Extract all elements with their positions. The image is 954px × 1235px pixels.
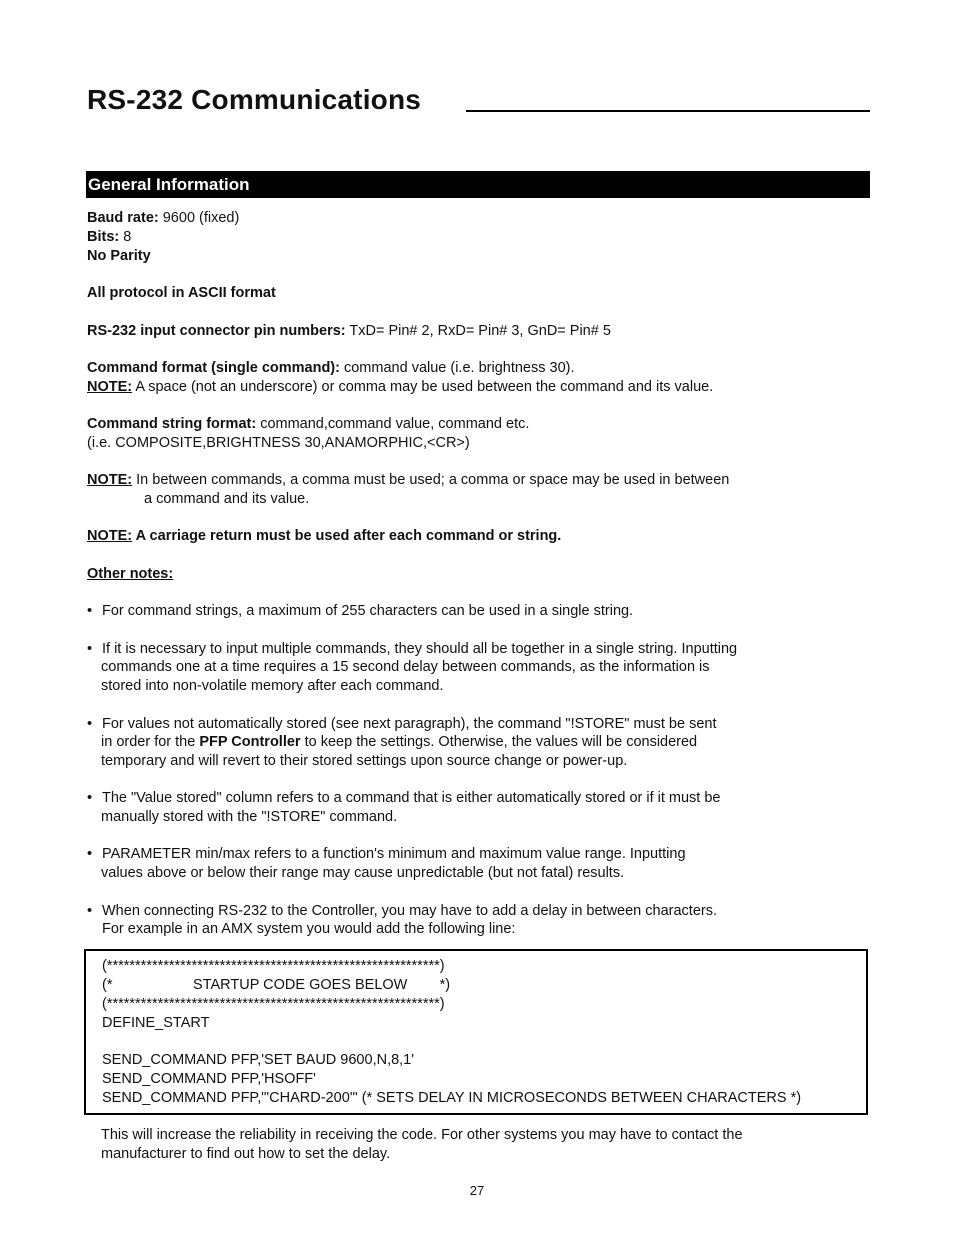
baud-rate-value: 9600 (fixed): [158, 210, 240, 226]
bullet-marker: •: [87, 603, 93, 619]
note-2-continuation: a command and its value.: [144, 491, 310, 507]
code-line-7: SEND_COMMAND PFP,"'CHARD-200'" (* SETS DELAY IN MICROSECONDS BETWEEN CHARACTERS *): [102, 1090, 802, 1106]
bullet-3-text-pre: in order for the: [101, 734, 200, 750]
baud-rate-label: Baud rate:: [87, 210, 159, 226]
string-format-example: (i.e. COMPOSITE,BRIGHTNESS 30,ANAMORPHIC,<CR>): [87, 435, 470, 451]
bullet-2: [87, 640, 92, 659]
bullet-3: [87, 715, 92, 734]
bullet-5: [87, 845, 92, 864]
bullet-5-line-2: values above or below their range may cause unpredictable (but not fatal) results.: [101, 865, 625, 881]
code-line-1: (***********************************************************): [102, 958, 445, 974]
parity-line: No Parity: [87, 248, 151, 264]
bullet-6: [87, 902, 92, 921]
note-2-text: In between commands, a comma must be used; a comma or space may be used in between: [132, 472, 730, 488]
code-line-3: (***********************************************************): [102, 996, 445, 1012]
bullet-marker: •: [87, 846, 93, 862]
bullet-1: [87, 602, 92, 621]
other-notes-heading: Other notes:: [87, 566, 174, 582]
bullet-2-line-1: If it is necessary to input multiple commands, they should all be together in a single string. Inputting: [102, 641, 738, 657]
title-rule: [466, 110, 870, 112]
pin-numbers-label: RS-232 input connector pin numbers:: [87, 323, 346, 339]
string-format-value: command,command value, command etc.: [256, 416, 530, 432]
note-3-text: A carriage return must be used after each command or string.: [132, 528, 562, 544]
bullet-2-line-2: commands one at a time requires a 15 second delay between commands, as the information is: [101, 659, 710, 675]
note-1-text: A space (not an underscore) or comma may be used between the command and its value.: [132, 379, 714, 395]
bullet-marker: •: [87, 903, 93, 919]
baud-rate-line: [87, 209, 239, 228]
bits-label: Bits:: [87, 229, 120, 245]
note-2-line: [87, 471, 729, 490]
bullet-4-line-2: manually stored with the "!STORE" command.: [101, 809, 398, 825]
bullet-6-line-2: For example in an AMX system you would add the following line:: [102, 921, 516, 937]
bullet-3-text-post: to keep the settings. Otherwise, the values will be considered: [300, 734, 698, 750]
bullet-3-line-1: For values not automatically stored (see next paragraph), the command "!STORE" must be sent: [102, 716, 717, 732]
page-number: 27: [469, 1183, 485, 1198]
note-3-label: NOTE:: [87, 528, 133, 544]
bullet-4: [87, 789, 92, 808]
page-title: RS-232 Communications: [87, 84, 422, 115]
note-1-line: [87, 378, 713, 397]
bullet-4-line-1: The "Value stored" column refers to a command that is either automatically stored or if it must be: [102, 790, 721, 806]
ascii-line: All protocol in ASCII format: [87, 285, 276, 301]
section-title: General Information: [88, 175, 250, 194]
single-command-format-line: [87, 359, 575, 378]
single-command-value: command value (i.e. brightness 30).: [339, 360, 575, 376]
bullet-marker: •: [87, 716, 93, 732]
single-command-label: Command format (single command):: [87, 360, 340, 376]
string-format-line: [87, 415, 529, 434]
note-2-label: NOTE:: [87, 472, 133, 488]
section-header-bar: [86, 171, 870, 198]
bullet-marker: •: [87, 641, 93, 657]
bullet-3-line-2: [101, 733, 697, 752]
closing-line-2: manufacturer to find out how to set the delay.: [101, 1146, 391, 1162]
note-3-line: [87, 527, 561, 546]
code-line-6: SEND_COMMAND PFP,'HSOFF': [102, 1071, 316, 1087]
note-1-label: NOTE:: [87, 379, 133, 395]
bullet-5-line-1: PARAMETER min/max refers to a function's minimum and maximum value range. Inputting: [102, 846, 686, 862]
code-line-5: SEND_COMMAND PFP,'SET BAUD 9600,N,8,1': [102, 1052, 415, 1068]
bits-value: 8: [119, 229, 132, 245]
bits-line: [87, 228, 131, 247]
closing-line-1: This will increase the reliability in receiving the code. For other systems you may have to contact the: [101, 1127, 743, 1143]
code-line-4: DEFINE_START: [102, 1015, 210, 1031]
code-line-2: (* STARTUP CODE GOES BELOW *): [102, 977, 451, 993]
bullet-6-line-1: When connecting RS-232 to the Controller, you may have to add a delay in between characters.: [102, 903, 717, 919]
pin-numbers-line: [87, 322, 611, 341]
pfp-controller-term: PFP Controller: [199, 734, 301, 750]
pin-numbers-value: TxD= Pin# 2, RxD= Pin# 3, GnD= Pin# 5: [345, 323, 611, 339]
bullet-2-line-3: stored into non-volatile memory after each command.: [101, 678, 444, 694]
bullet-marker: •: [87, 790, 93, 806]
bullet-3-line-3: temporary and will revert to their stored settings upon source change or power-up.: [101, 753, 628, 769]
bullet-1-text: For command strings, a maximum of 255 characters can be used in a single string.: [102, 603, 634, 619]
string-format-label: Command string format:: [87, 416, 257, 432]
